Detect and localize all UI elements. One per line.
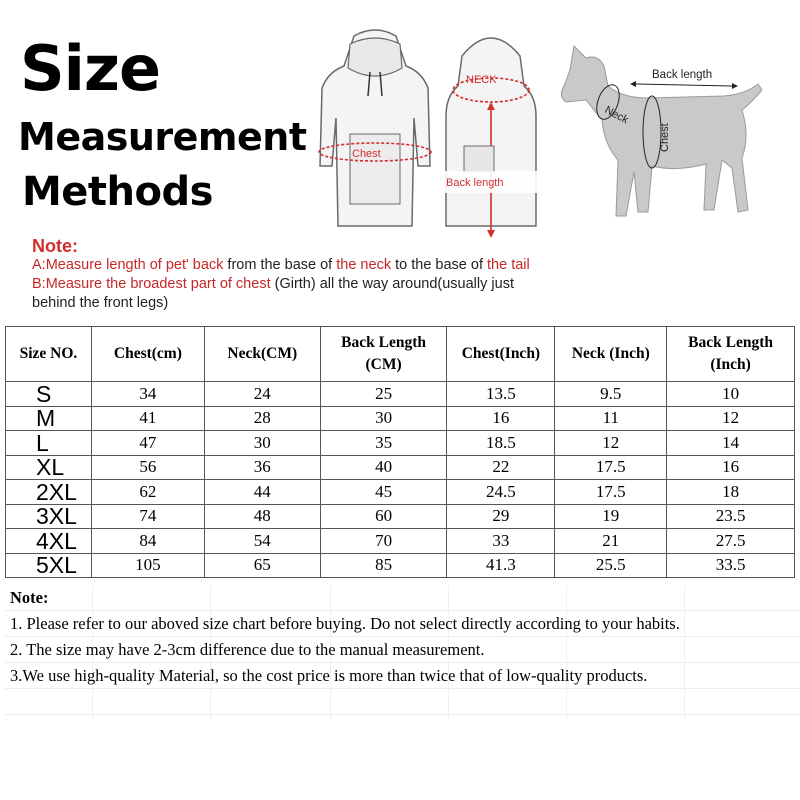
table-cell: 14 — [667, 431, 795, 456]
table-cell: 18 — [667, 480, 795, 505]
table-cell: 17.5 — [555, 455, 667, 480]
table-cell: 70 — [320, 529, 447, 554]
hoodie-back-illustration — [436, 26, 546, 241]
header-size-no: Size NO. — [6, 327, 92, 382]
table-cell: 22 — [447, 455, 555, 480]
table-row — [6, 431, 795, 456]
table-cell: 84 — [91, 529, 204, 554]
size-cell: 4XL — [6, 529, 92, 554]
table-cell: 25 — [320, 382, 447, 407]
purchase-note-heading-row — [5, 585, 800, 611]
table-cell: 62 — [91, 480, 204, 505]
table-cell: 9.5 — [555, 382, 667, 407]
table-cell: 18.5 — [447, 431, 555, 456]
table-cell: 105 — [91, 553, 204, 578]
table-cell: 33.5 — [667, 553, 795, 578]
table-cell: 25.5 — [555, 553, 667, 578]
note-line-c: behind the front legs) — [32, 295, 169, 311]
purchase-note-1: 1. Please refer to our aboved size chart before buying. Do not select directly according to your habits. — [10, 614, 680, 633]
table-cell: 56 — [91, 455, 204, 480]
dog-neck-label: Neck — [602, 104, 631, 127]
dog-back-length-label: Back length — [652, 69, 713, 81]
list-item — [5, 663, 800, 689]
table-cell: 11 — [555, 406, 667, 431]
purchase-notes — [5, 585, 800, 715]
table-cell: 74 — [91, 504, 204, 529]
note-a-back: length of pet' back — [106, 257, 224, 273]
table-row — [6, 553, 795, 578]
list-item — [5, 611, 800, 637]
table-row — [6, 382, 795, 407]
header-neck-cm: Neck(CM) — [204, 327, 320, 382]
note-line-b — [32, 275, 632, 294]
header-back-length-cm: Back Length (CM) — [320, 327, 447, 382]
table-cell: 13.5 — [447, 382, 555, 407]
size-cell: 3XL — [6, 504, 92, 529]
table-header-row — [6, 327, 795, 382]
table-cell: 12 — [667, 406, 795, 431]
table-cell: 24.5 — [447, 480, 555, 505]
table-row — [6, 406, 795, 431]
table-cell: 12 — [555, 431, 667, 456]
dog-illustration — [556, 40, 776, 222]
table-cell: 44 — [204, 480, 320, 505]
table-cell: 19 — [555, 504, 667, 529]
note-a-text1: from the base of — [223, 257, 337, 273]
size-chart-table — [5, 326, 795, 578]
table-cell: 24 — [204, 382, 320, 407]
table-cell: 45 — [320, 480, 447, 505]
header-back-length-inch: Back Length (Inch) — [667, 327, 795, 382]
purchase-note-2: 2. The size may have 2-3cm difference due to the manual measurement. — [10, 640, 485, 659]
table-cell: 30 — [204, 431, 320, 456]
table-cell: 29 — [447, 504, 555, 529]
table-cell: 30 — [320, 406, 447, 431]
header-neck-inch: Neck (Inch) — [555, 327, 667, 382]
header-chest-cm: Chest(cm) — [91, 327, 204, 382]
note-a-tail: the tail — [487, 257, 530, 273]
measurement-note — [32, 236, 632, 313]
note-a-prefix: A:Measure — [32, 257, 107, 273]
title-measurement: Measurement — [18, 115, 307, 159]
note-a-text2: to the base of — [391, 257, 488, 273]
table-cell: 60 — [320, 504, 447, 529]
table-cell: 85 — [320, 553, 447, 578]
table-cell: 65 — [204, 553, 320, 578]
header-chest-inch: Chest(Inch) — [447, 327, 555, 382]
table-row — [6, 504, 795, 529]
purchase-note-heading: Note: — [10, 588, 49, 607]
hoodie-back-length-label: Back length — [446, 177, 504, 189]
table-cell: 54 — [204, 529, 320, 554]
table-cell: 10 — [667, 382, 795, 407]
hoodie-neck-label: NECK — [466, 74, 497, 86]
page-title: Size — [20, 32, 161, 105]
table-cell: 41.3 — [447, 553, 555, 578]
table-row — [6, 529, 795, 554]
table-cell: 16 — [667, 455, 795, 480]
table-cell: 28 — [204, 406, 320, 431]
note-line-a — [32, 256, 632, 275]
table-row — [6, 455, 795, 480]
table-cell: 41 — [91, 406, 204, 431]
table-row — [6, 480, 795, 505]
table-cell: 23.5 — [667, 504, 795, 529]
table-cell: 27.5 — [667, 529, 795, 554]
table-cell: 21 — [555, 529, 667, 554]
purchase-note-3: 3.We use high-quality Material, so the cost price is more than twice that of low-quality products. — [10, 666, 648, 685]
size-cell: 2XL — [6, 480, 92, 505]
table-cell: 40 — [320, 455, 447, 480]
note-b-text: (Girth) all the way around(usually just — [270, 276, 514, 292]
size-cell: 5XL — [6, 553, 92, 578]
size-cell: M — [6, 406, 92, 431]
table-cell: 33 — [447, 529, 555, 554]
empty-row — [5, 689, 800, 715]
size-cell: XL — [6, 455, 92, 480]
note-b-chest: the broadest part of chest — [106, 276, 271, 292]
table-cell: 34 — [91, 382, 204, 407]
table-cell: 48 — [204, 504, 320, 529]
hoodie-chest-label: Chest — [352, 148, 381, 160]
list-item — [5, 637, 800, 663]
hoodie-front-illustration — [314, 26, 436, 236]
table-cell: 36 — [204, 455, 320, 480]
note-heading: Note: — [32, 236, 78, 256]
note-b-prefix: B:Measure — [32, 276, 107, 292]
size-cell: S — [6, 382, 92, 407]
note-a-neck: the neck — [336, 257, 392, 273]
table-cell: 35 — [320, 431, 447, 456]
table-cell: 17.5 — [555, 480, 667, 505]
dog-chest-label: Chest — [659, 123, 671, 152]
size-cell: L — [6, 431, 92, 456]
table-cell: 47 — [91, 431, 204, 456]
title-methods: Methods — [22, 169, 213, 215]
table-cell: 16 — [447, 406, 555, 431]
